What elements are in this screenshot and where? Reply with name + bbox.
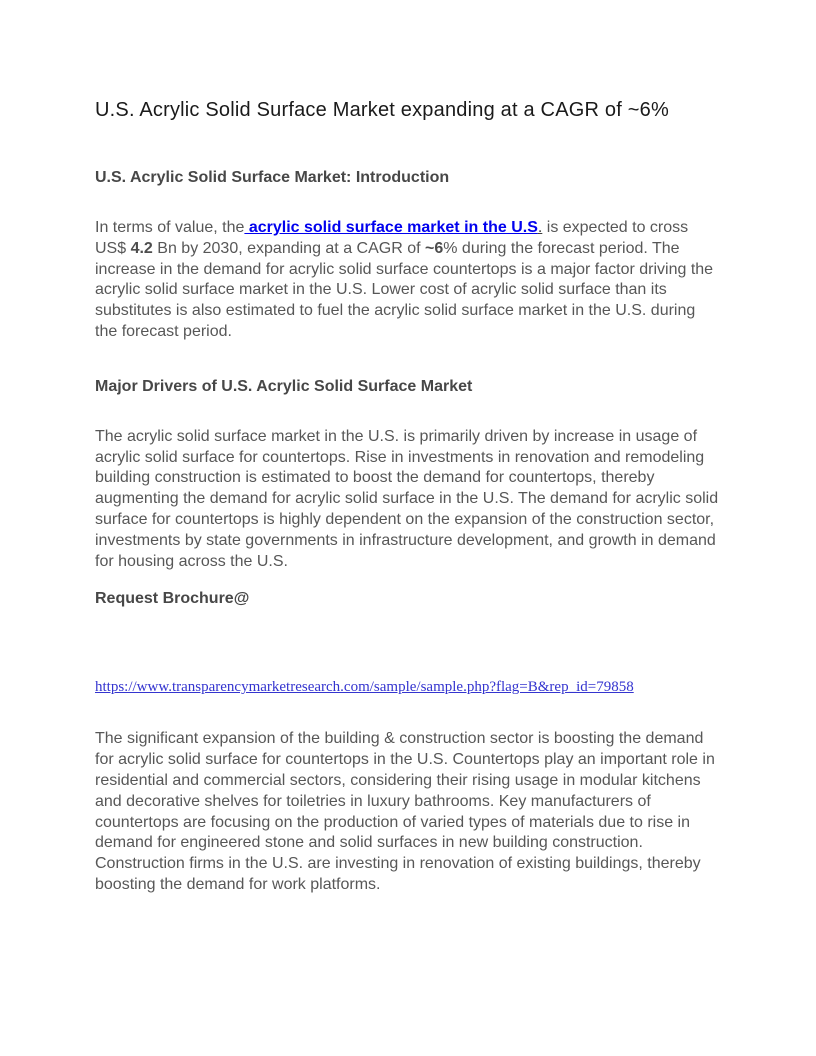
link-trailing-period: . bbox=[537, 219, 543, 236]
request-brochure-label: Request Brochure@ bbox=[95, 590, 250, 608]
intro-heading: U.S. Acrylic Solid Surface Market: Introduction bbox=[95, 169, 450, 186]
market-value-bold: 4.2 bbox=[130, 239, 153, 257]
cagr-value-bold: ~6 bbox=[425, 239, 444, 257]
intro-run-2: is expected to cross US$ bbox=[95, 219, 689, 257]
intro-run-3: Bn by 2030, expanding at a CAGR of bbox=[152, 239, 425, 257]
drivers-paragraph: The acrylic solid surface market in the U.S. is primarily driven by increase in usage of acrylic solid surface for countertops. Rise in investments in renovation and remodeling building construction is estimated to boost the demand for countertops, thereby augmenting the demand for acrylic solid surface in the U.S. The demand for acrylic solid surface for countertops is highly dependent on the expansion of the construction sector, investments by state governments in infrastructure development, and growth in demand for housing across the U.S. bbox=[95, 427, 719, 570]
expansion-paragraph: The significant expansion of the building & construction sector is boosting the demand for acrylic solid surface for countertops in the U.S. Countertops play an important role in residential and commercial sectors, considering their rising usage in modular kitchens and decorative shelves for toiletries in luxury bathrooms. Key manufacturers of countertops are focusing on the production of varied types of materials due to rise in demand for engineered stone and solid surfaces in new building construction. Construction firms in the U.S. are investing in renovation of existing buildings, thereby boosting the demand for work platforms. bbox=[95, 730, 715, 893]
brochure-url-line bbox=[95, 677, 719, 697]
intro-run-1: In terms of value, the bbox=[95, 219, 245, 236]
brochure-url-link[interactable]: https://www.transparencymarketresearch.com/sample/sample.php?flag=B&rep_id=79858 bbox=[95, 679, 634, 696]
intro-run-4: % during the forecast period. The increase in the demand for acrylic solid surface countertops is a major factor driving the acrylic solid surface market in the U.S. Lower cost of acrylic solid surface than its substitutes is also estimated to fuel the acrylic solid surface market in the U.S. during the forecast period. bbox=[95, 239, 714, 340]
intro-paragraph bbox=[95, 218, 719, 343]
document-title: U.S. Acrylic Solid Surface Market expanding at a CAGR of ~6% bbox=[95, 99, 669, 121]
market-report-link[interactable]: acrylic solid surface market in the U.S bbox=[244, 219, 538, 236]
drivers-heading: Major Drivers of U.S. Acrylic Solid Surface Market bbox=[95, 377, 473, 395]
